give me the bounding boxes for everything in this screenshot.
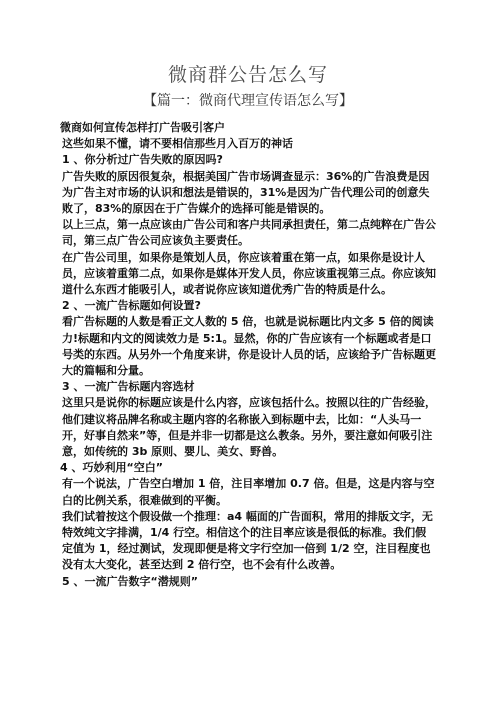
- paragraph: 以上三点，第一点应该由广告公司和客户共同承担责任，第二点纯粹在广告公司，第三点广告公司应该负主要责任。: [62, 218, 436, 248]
- document-title: 微商群公告怎么写: [167, 64, 328, 86]
- paragraph-heading: 微商如何宣传怎样打广告吸引客户: [60, 121, 225, 134]
- paragraph: 我们试着按这个假设做一个推理：a4 幅面的广告面积，常用的排版文字，无特效纯文字排满，1/4 行空。相信这个的注目率应该是很低的标准。我们假定值为 1，经过测试，发现即便是将文字行空加一倍到 1/2 空，注目程度也没有太大变化，甚至达到 2 倍行空，也不会有什么改善。: [62, 509, 433, 572]
- paragraph: 看广告标题的人数是看正文人数的 5 倍，也就是说标题比内文多 5 倍的阅读力!标题和内文的阅读效力是 5:1。显然，你的广告应该有一个标题或者是口号类的东西。从另外一个角度来讲，你是设计人员的话，应该给予广告标题更大的篇幅和分量。: [62, 315, 436, 378]
- paragraph: 这些如果不懂，请不要相信那些月入百万的神话: [62, 137, 293, 151]
- paragraph: 在广告公司里，如果你是策划人员，你应该着重在第一点，如果你是设计人员，应该着重第二点，如果你是媒体开发人员，你应该重视第三点。你应该知道什么东西才能吸引人，或者说你应该知道优秀广告的特质是什么。: [62, 250, 436, 297]
- section-heading: 1 、你分析过广告失败的原因吗?: [62, 153, 223, 167]
- paragraph: 这里只是说你的标题应该是什么内容，应该包括什么。按照以往的广告经验，他们建议将品牌名称或主题内容的名称嵌入到标题中去，比如：“人头马一开，好事自然来”等，但是并非一切都是这么教条。另外，要注意如何吸引注意，如传统的 3b 原则、婴儿、美女、野兽。: [62, 396, 436, 459]
- section-heading: 4 、巧妙利用“空白”: [60, 461, 163, 475]
- section-heading: 2 、一流广告标题如何设置?: [62, 299, 201, 313]
- paragraph: 广告失败的原因很复杂，根据美国广告市场调查显示：36%的广告浪费是因为广告主对市场的认识和想法是错误的，31%是因为广告代理公司的创意失败了，83%的原因在于广告媒介的选择可能是错误的。: [62, 169, 430, 216]
- document-subtitle: 【篇一：微商代理宣传语怎么写】: [143, 93, 353, 109]
- document-body: [60, 120, 436, 590]
- paragraph: 有一个说法，广告空白增加 1 倍，注目率增加 0.7 倍。但是，这是内容与空白的比例关系，很难做到的平衡。: [62, 477, 435, 507]
- section-heading: 3 、一流广告标题内容选材: [62, 380, 195, 394]
- section-heading: 5 、一流广告数字“潜规则”: [62, 574, 198, 588]
